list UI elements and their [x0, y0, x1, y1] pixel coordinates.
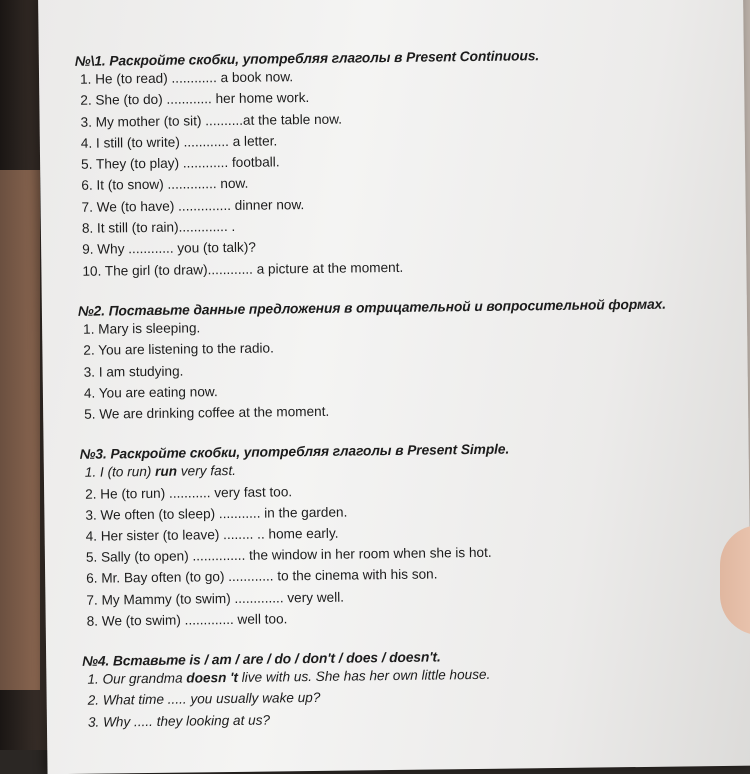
- exercise-3-item: 5. Sally (to open) .............. the window in her room when she is hot.: [85, 545, 492, 565]
- background-door-frame: [0, 170, 40, 690]
- exercise-1-heading: №\1. Раскройте скобки, употребляя глаголы в Present Continuous.: [74, 48, 540, 69]
- exercise-1-item: 7. We (to have) .............. dinner now.: [81, 196, 305, 215]
- exercise-1-item: 9. Why ............ you (to talk)?: [82, 240, 256, 258]
- exercise-1-item: 5. They (to play) ............ football.: [81, 154, 280, 172]
- exercise-3: [80, 439, 722, 631]
- exercise-4: [82, 646, 723, 733]
- exercise-3-item: 4. Her sister (to leave) ........ .. home early.: [85, 525, 339, 544]
- exercise-1-item: 4. I still (to write) ............ a letter.: [80, 133, 278, 151]
- worksheet-paper: [38, 0, 750, 774]
- exercise-2-item: 5. We are drinking coffee at the moment.: [84, 403, 330, 422]
- exercise-2-item: 1. Mary is sleeping.: [83, 320, 201, 337]
- exercise-1-item: 10. The girl (to draw)............ a picture at the moment.: [82, 259, 404, 279]
- worksheet-content: [75, 46, 724, 755]
- exercise-3-item: 3. We often (to sleep) ........... in the garden.: [85, 504, 348, 523]
- example-answer: doesn 't: [186, 669, 239, 686]
- example-answer: run: [155, 464, 178, 480]
- exercise-3-item: 6. Mr. Bay often (to go) ............ to the cinema with his son.: [86, 566, 438, 587]
- exercise-2-item: 2. You are listening to the radio.: [83, 340, 274, 359]
- example-suffix: live with us. She has her own little house.: [237, 666, 491, 685]
- exercise-3-heading: №3. Раскройте скобки, употребляя глаголы в Present Simple.: [79, 442, 510, 463]
- exercise-2-heading: №2. Поставьте данные предложения в отрицательной и вопросительной формах.: [77, 296, 667, 319]
- exercise-2-item: 3. I am studying.: [83, 363, 184, 380]
- example-suffix: very fast.: [176, 463, 237, 480]
- exercise-1-item: 1. He (to read) ............ a book now.: [79, 69, 294, 87]
- exercise-3-item: 8. We (to swim) ............. well too.: [86, 611, 288, 629]
- exercise-3-item: 7. My Mammy (to swim) ............. very well.: [86, 589, 345, 608]
- exercise-1-item: 8. It still (to rain)............. .: [81, 218, 236, 236]
- exercise-4-item: 3. Why ..... they looking at us?: [87, 712, 271, 730]
- example-prefix: 1. I (to run): [84, 464, 156, 481]
- exercise-2: [78, 296, 719, 425]
- exercise-2-item: 4. You are eating now.: [83, 384, 218, 401]
- exercise-3-item: 2. He (to run) ........... very fast too.: [85, 483, 293, 502]
- example-prefix: 1. Our grandma: [87, 670, 187, 687]
- exercise-1-item: 3. My mother (to sit) ..........at the table now.: [80, 111, 343, 130]
- exercise-1: [75, 46, 718, 282]
- exercise-4-item: 2. What time ..... you usually wake up?: [87, 690, 321, 709]
- exercise-4-heading: №4. Вставьте is / am / are / do / don't / does / doesn't.: [82, 649, 441, 669]
- exercise-1-item: 6. It (to snow) ............. now.: [81, 176, 249, 194]
- exercise-1-item: 2. She (to do) ............ her home work.: [80, 90, 310, 109]
